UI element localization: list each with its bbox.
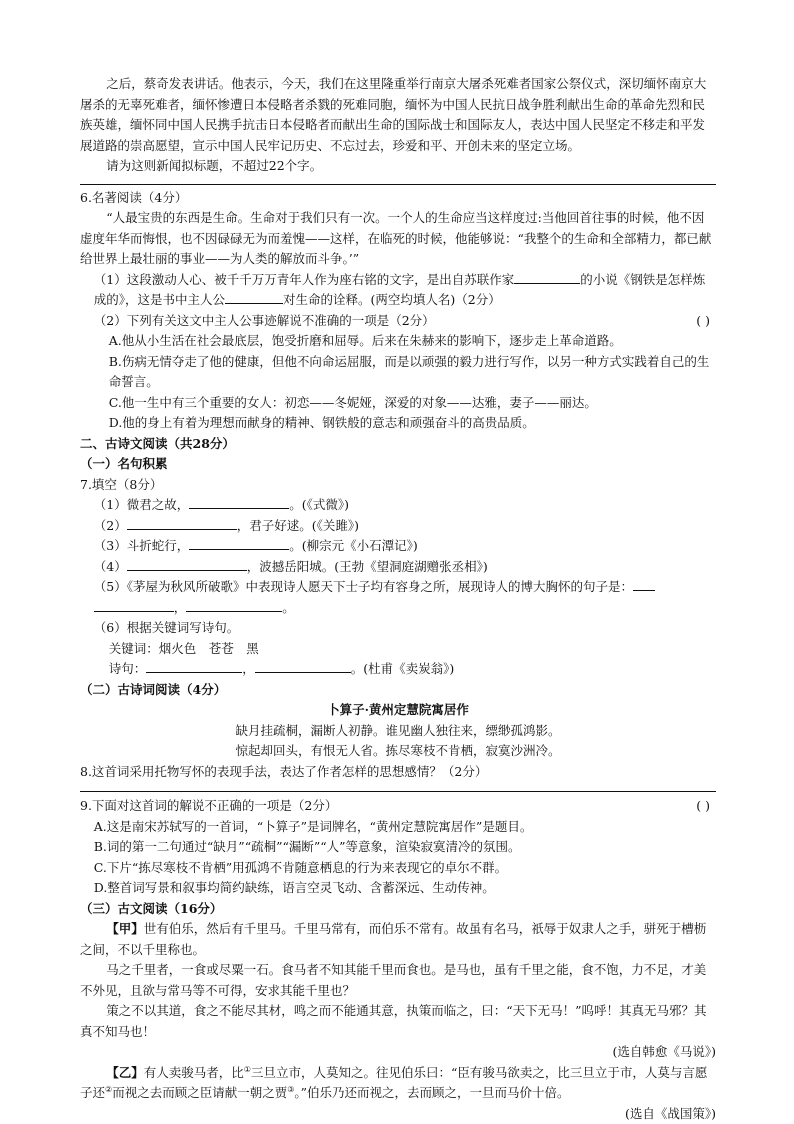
fill-1 (80, 495, 716, 516)
fill-3-text: （3）斗折蛇行， (94, 538, 189, 553)
yi-source: (选自《战国策》) (80, 1104, 716, 1124)
fill-2-text: ，君子好逑。(《关雎》) (237, 518, 359, 533)
fill-5-text: （5）《茅屋为秋风所破歌》中表现诗人愿天下士子均有容身之所，展现诗人的博大胸怀的句子是： (94, 579, 633, 594)
comma: ， (242, 661, 255, 676)
q6-quote: “人最宝贵的东西是生命。生命对于我们只有一次。一个人的生命应当这样度过:当他回首往事的时候，他不因虚度年华而悔恨，也不因碌碌无为而羞愧——这样，在临死的时候，他能够说：“我整个的生命和全部精力，都已献给世界上最壮丽的事业——为人类的解放而斗争。’” (80, 208, 716, 270)
fill-4-text: ，波撼岳阳城。(王勃《望洞庭湖赠张丞相》) (247, 559, 488, 574)
jia-paragraph-2: 马之千里者，一食或尽粟一石。食马者不知其能千里而食也。是马也，虽有千里之能，食不饱，力不足，才美不外见，且欲与常马等不可得，安求其能千里也？ (80, 960, 716, 1001)
part3-heading: （三）古文阅读（16分） (80, 899, 716, 920)
news-paragraph: 之后，蔡奇发表讲话。他表示，今天，我们在这里隆重举行南京大屠杀死难者国家公祭仪式，深切缅怀南京大屠杀的无辜死难者，缅怀惨遭日本侵略者杀戮的死难同胞，缅怀为中国人民抗日战争胜利献出生命的革命先烈和民族英雄，缅怀同中国人民携手抗击日本侵略者而献出生命的国际战士和国际友人，表达中国人民坚定不移走和平发展道路的崇高愿望，宣示中国人民牢记历史、不忘过去，珍爱和平、开创未来的坚定立场。 (80, 74, 716, 156)
fill-2 (80, 516, 716, 537)
news-title-prompt: 请为这则新闻拟标题，不超过22个字。 (80, 156, 716, 177)
fill-blank[interactable] (186, 598, 282, 612)
author-blank[interactable] (514, 270, 580, 284)
jia-source: (选自韩愈《马说》) (80, 1042, 716, 1063)
q6-heading: 6.名著阅读（4分） (80, 188, 716, 209)
q9-text: 9.下面对这首词的解说不正确的一项是（2分） (80, 798, 337, 813)
fill-1-source: 。(《式微》) (289, 497, 349, 512)
exam-page (80, 74, 716, 1124)
fill-blank[interactable] (189, 536, 289, 550)
footnote-mark: ① (244, 1064, 251, 1073)
fill-4 (80, 557, 716, 578)
q6-sub1 (80, 270, 716, 311)
q9-option-d: D.整首词写景和叙事均简约缺练，语言空灵飞动、含蓄深远、生动传神。 (80, 878, 716, 899)
answer-paren[interactable]: ( ) (696, 796, 716, 817)
q7-heading: 7.填空（8分） (80, 475, 716, 496)
part1-heading: （一）名句积累 (80, 454, 716, 475)
fill-6-answer (80, 659, 716, 680)
q6-sub1-text-a: （1）这段激动人心、被千千万万青年人作为座右铭的文字，是出自苏联作家 (94, 272, 514, 287)
comma: ， (174, 600, 187, 615)
q9-option-b: B.词的第一二句通过“缺月”“疏桐”“漏断”“人”等意象，渲染寂寞清冷的氛围。 (80, 837, 716, 858)
q9-option-a: A.这是南宋苏轼写的一首词，“卜算子”是词牌名，“黄州定慧院寓居作”是题目。 (80, 817, 716, 838)
fill-blank[interactable] (189, 495, 289, 509)
fill-4-number: （4） (94, 559, 127, 574)
footnote-mark: ② (105, 1085, 112, 1094)
yi-text-d: 。”伯乐乃还而视之，去而顾之，一旦而马价十倍。 (294, 1085, 569, 1100)
fill-blank[interactable] (94, 598, 174, 612)
q6-option-c: C.他一生中有三个重要的女人：初恋——冬妮娅，深爱的对象——达雅，妻子——丽达。 (80, 393, 716, 414)
fill-6-source: 。(杜甫《卖炭翁》) (351, 661, 455, 676)
q6-option-a: A.他从小生活在社会最底层，饱受折磨和屈辱。后来在朱赫来的影响下，逐步走上革命道路。 (80, 331, 716, 352)
fill-blank[interactable] (633, 577, 655, 591)
part2-heading: （二）古诗词阅读（4分） (80, 680, 716, 701)
fill-blank[interactable] (127, 557, 247, 571)
fill-blank[interactable] (255, 659, 351, 673)
answer-line[interactable] (80, 183, 716, 185)
fill-1-text: （1）微君之故， (94, 497, 189, 512)
q6-sub2 (80, 311, 716, 332)
fill-6-keywords: 关键词：烟火色 苍苍 黑 (80, 639, 716, 660)
yi-text-b: 三旦立市，人莫知之。往见伯乐曰：“臣有骏马欲卖之，比三旦立于市，人莫与言愿子还 (80, 1065, 707, 1101)
yi-paragraph (80, 1063, 716, 1104)
fill-3 (80, 536, 716, 557)
q6-option-d: D.他的身上有着为理想而献身的精神、钢铁般的意志和顽强奋斗的高贵品质。 (80, 413, 716, 434)
q9-option-c: C.下片“拣尽寒枝不肯栖”用孤鸿不肯随意栖息的行为来表现它的卓尔不群。 (80, 858, 716, 879)
q6-sub2-text: （2）下列有关这文中主人公事迹解说不准确的一项是（2分） (94, 313, 435, 328)
yi-text-c: 而视之去而顾之臣请献一朝之贾 (112, 1085, 287, 1100)
poem-line-2: 惊起却回头，有恨无人省。拣尽寒枝不肯栖，寂寞沙洲冷。 (80, 741, 716, 762)
fill-2-number: （2） (94, 518, 127, 533)
jia-paragraph-1 (80, 919, 716, 960)
answer-paren[interactable]: ( ) (696, 311, 716, 332)
fill-blank[interactable] (146, 659, 242, 673)
fill-5 (80, 577, 716, 598)
fill-blank[interactable] (127, 516, 237, 530)
section2-heading: 二、古诗文阅读（共28分） (80, 434, 716, 455)
q6-sub1-text-b: 的小说《钢铁是怎样炼成的》，这是书中主人公 (94, 272, 705, 308)
fill-6: （6）根据关键词写诗句。 (80, 618, 716, 639)
q6-option-b: B.伤病无情夺走了他的健康，但他不向命运屈服，而是以顽强的毅力进行写作，以另一种方式实践着自己的生命誓言。 (80, 352, 716, 393)
q9-question (80, 796, 716, 817)
fill-5-answer (80, 598, 716, 619)
answer-line[interactable] (80, 790, 716, 792)
yi-tag: 【乙】 (106, 1065, 144, 1080)
jia-paragraph-3: 策之不以其道，食之不能尽其材，鸣之而不能通其意，执策而临之，曰：“天下无马！”呜呼！其真无马邪？其真不知马也！ (80, 1001, 716, 1042)
yi-text-a: 有人卖骏马者，比 (144, 1065, 244, 1080)
q8-question: 8.这首词采用托物写怀的表现手法，表达了作者怎样的思想感情？（2分） (80, 762, 716, 783)
jia-text-1: 世有伯乐，然后有千里马。千里马常有，而伯乐不常有。故虽有名马，祇辱于奴隶人之手，骈死于槽枥之间，不以千里称也。 (80, 921, 706, 957)
poem-line-1: 缺月挂疏桐，漏断人初静。谁见幽人独往来，缥缈孤鸿影。 (80, 721, 716, 742)
poem-title: 卜算子·黄州定慧院寓居作 (80, 700, 716, 721)
fill-3-source: 。(柳宗元《小石潭记》) (289, 538, 418, 553)
jia-tag: 【甲】 (106, 921, 144, 936)
q6-sub1-text-c: 对生命的诠释。(两空均填人名)（2分） (283, 292, 501, 307)
protagonist-blank[interactable] (225, 290, 283, 304)
footnote-mark: ③ (287, 1085, 294, 1094)
fill-6-label: 诗句： (109, 661, 147, 676)
period: 。 (282, 600, 295, 615)
